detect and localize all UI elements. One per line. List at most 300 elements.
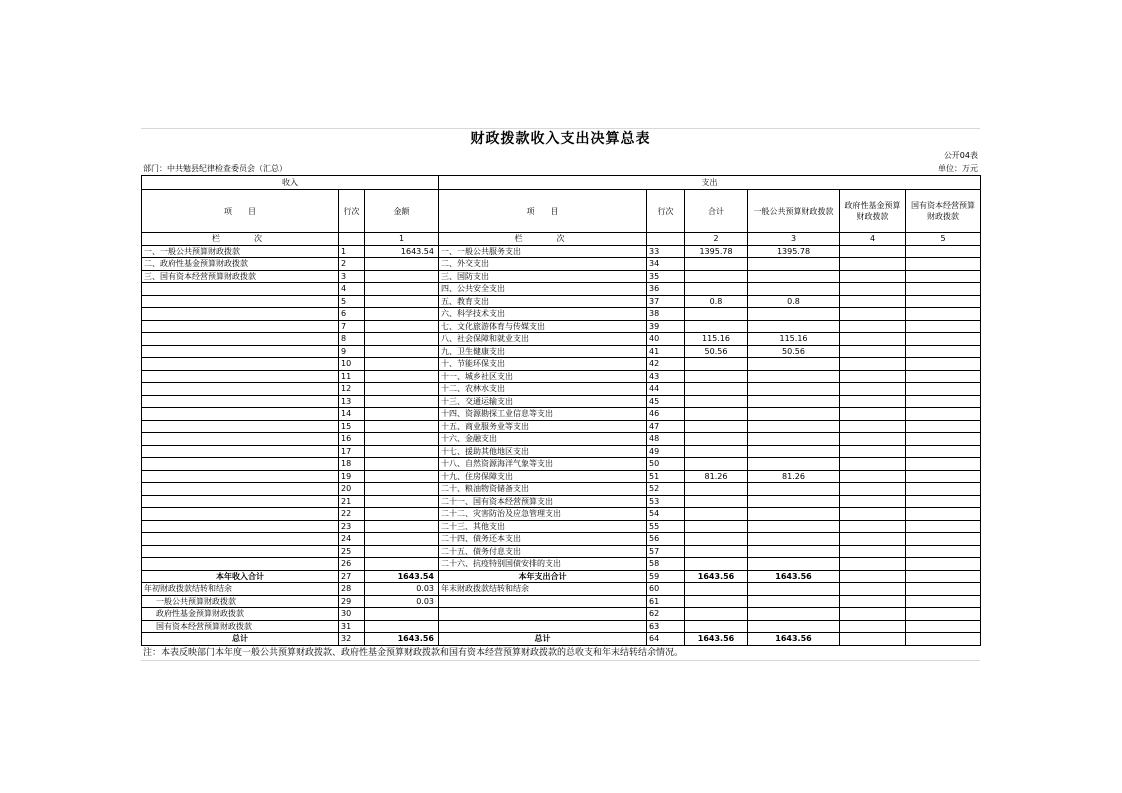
income-amount [365, 320, 439, 333]
expense-item: 二十二、灾害防治及应急管理支出 [439, 508, 647, 521]
income-item [142, 295, 339, 308]
income-amount [365, 483, 439, 496]
table-row [142, 508, 981, 521]
expense-line-no: 62 [647, 608, 685, 621]
expense-gov-fund [840, 245, 906, 258]
expense-total [685, 358, 748, 371]
expense-total: 1395.78 [685, 245, 748, 258]
expense-line-no: 63 [647, 620, 685, 633]
expense-gov-fund [840, 345, 906, 358]
income-item [142, 533, 339, 546]
expense-total [685, 508, 748, 521]
expense-total [685, 420, 748, 433]
income-amount [365, 458, 439, 471]
income-line-no: 9 [339, 345, 365, 358]
expense-item: 十八、自然资源海洋气象等支出 [439, 458, 647, 471]
income-item: 年初财政拨款结转和结余 [142, 583, 339, 596]
income-amount [365, 620, 439, 633]
expense-line-no: 56 [647, 533, 685, 546]
income-amount [365, 345, 439, 358]
table-row [142, 258, 981, 271]
expense-line-no: 54 [647, 508, 685, 521]
lanci-empty [339, 233, 365, 246]
table-row [142, 308, 981, 321]
expense-item [439, 595, 647, 608]
income-amount [365, 433, 439, 446]
expense-item: 年末财政拨款结转和结余 [439, 583, 647, 596]
income-line-no: 19 [339, 470, 365, 483]
expense-gov-fund [840, 420, 906, 433]
income-line-no: 13 [339, 395, 365, 408]
expense-total [685, 445, 748, 458]
expense-item: 二十五、债务付息支出 [439, 545, 647, 558]
expense-state-capital [906, 520, 981, 533]
expense-item: 二十三、其他支出 [439, 520, 647, 533]
expense-total [685, 383, 748, 396]
income-item [142, 345, 339, 358]
expense-general-budget [748, 445, 840, 458]
expense-general-budget [748, 395, 840, 408]
expense-general-budget [748, 370, 840, 383]
expense-total [685, 608, 748, 621]
income-item: 一、一般公共预算财政拨款 [142, 245, 339, 258]
expense-general-budget: 115.16 [748, 333, 840, 346]
expense-line-no: 64 [647, 633, 685, 646]
table-row [142, 270, 981, 283]
expense-line-no: 60 [647, 583, 685, 596]
expense-total [685, 483, 748, 496]
income-item: 总计 [142, 633, 339, 646]
expense-item: 二十一、国有资本经营预算支出 [439, 495, 647, 508]
expense-general-budget [748, 583, 840, 596]
income-line-no: 6 [339, 308, 365, 321]
income-line-no: 28 [339, 583, 365, 596]
income-amount [365, 333, 439, 346]
expense-state-capital [906, 358, 981, 371]
expense-gov-fund [840, 333, 906, 346]
table-row [142, 383, 981, 396]
table-row [142, 495, 981, 508]
expense-item: 十二、农林水支出 [439, 383, 647, 396]
expense-gov-fund [840, 620, 906, 633]
expense-gov-fund [840, 595, 906, 608]
expense-gov-fund [840, 370, 906, 383]
expense-state-capital [906, 395, 981, 408]
income-item: 国有资本经营预算财政拨款 [142, 620, 339, 633]
expense-general-budget [748, 383, 840, 396]
table-row [142, 445, 981, 458]
expense-total [685, 258, 748, 271]
expense-line-no: 34 [647, 258, 685, 271]
expense-item: 五、教育支出 [439, 295, 647, 308]
table-row [142, 458, 981, 471]
expense-state-capital [906, 470, 981, 483]
expense-general-budget [748, 608, 840, 621]
expense-state-capital [906, 495, 981, 508]
income-line-no: 1 [339, 245, 365, 258]
expense-total: 1643.56 [685, 633, 748, 646]
expense-total [685, 595, 748, 608]
income-item [142, 433, 339, 446]
income-item [142, 320, 339, 333]
income-amount [365, 545, 439, 558]
expense-gov-fund [840, 483, 906, 496]
table-row [142, 570, 981, 583]
expense-line-no: 51 [647, 470, 685, 483]
expense-section-header: 支出 [439, 176, 981, 190]
expense-general-budget: 0.8 [748, 295, 840, 308]
dept-row [141, 162, 980, 175]
income-item [142, 420, 339, 433]
income-line-no: 27 [339, 570, 365, 583]
expense-line-no: 38 [647, 308, 685, 321]
report-title: 财政拨款收入支出决算总表 [141, 128, 980, 149]
expense-state-capital [906, 283, 981, 296]
table-row [142, 245, 981, 258]
expense-total [685, 583, 748, 596]
expense-total: 81.26 [685, 470, 748, 483]
income-amount [365, 408, 439, 421]
income-item: 本年收入合计 [142, 570, 339, 583]
table-note: 注：本表反映部门本年度一般公共预算财政拨款、政府性基金预算财政拨款和国有资本经营预算财政拨款的总收支和年末结转结余情况。 [143, 647, 684, 658]
expense-general-budget: 1643.56 [748, 570, 840, 583]
expense-line-no: 35 [647, 270, 685, 283]
expense-total: 0.8 [685, 295, 748, 308]
expense-gov-fund [840, 508, 906, 521]
expense-total [685, 370, 748, 383]
expense-total [685, 320, 748, 333]
expense-state-capital [906, 570, 981, 583]
expense-general-budget [748, 483, 840, 496]
income-amount: 0.03 [365, 583, 439, 596]
income-amount [365, 370, 439, 383]
gov-fund-header: 政府性基金预算财政拨款 [840, 190, 906, 233]
lanci-c1: 1 [365, 233, 439, 246]
expense-item: 本年支出合计 [439, 570, 647, 583]
expense-item: 八、社会保障和就业支出 [439, 333, 647, 346]
expense-total [685, 433, 748, 446]
income-amount: 0.03 [365, 595, 439, 608]
expense-total [685, 395, 748, 408]
expense-item: 十五、商业服务业等支出 [439, 420, 647, 433]
income-amount-header: 金额 [365, 190, 439, 233]
expense-state-capital [906, 308, 981, 321]
expense-state-capital [906, 583, 981, 596]
expense-total [685, 558, 748, 571]
expense-line-no: 46 [647, 408, 685, 421]
expense-state-capital [906, 545, 981, 558]
expense-gov-fund [840, 433, 906, 446]
report-sheet [141, 128, 980, 671]
expense-item: 十三、交通运输支出 [439, 395, 647, 408]
expense-gov-fund [840, 470, 906, 483]
expense-line-no: 61 [647, 595, 685, 608]
expense-general-budget [748, 420, 840, 433]
report-table [141, 175, 981, 646]
income-line-no: 17 [339, 445, 365, 458]
income-amount [365, 495, 439, 508]
income-amount [365, 558, 439, 571]
expense-general-budget [748, 308, 840, 321]
expense-item: 二十四、债务还本支出 [439, 533, 647, 546]
expense-gov-fund [840, 395, 906, 408]
expense-total [685, 458, 748, 471]
expense-item: 九、卫生健康支出 [439, 345, 647, 358]
lanci-c3: 3 [748, 233, 840, 246]
expense-state-capital [906, 433, 981, 446]
income-line-no: 2 [339, 258, 365, 271]
expense-total [685, 620, 748, 633]
expense-general-budget [748, 258, 840, 271]
table-row [142, 533, 981, 546]
table-row [142, 333, 981, 346]
expense-item-header: 项 目 [439, 190, 647, 233]
table-row [142, 295, 981, 308]
table-row [142, 283, 981, 296]
expense-gov-fund [840, 495, 906, 508]
income-amount: 1643.56 [365, 633, 439, 646]
income-line-no: 31 [339, 620, 365, 633]
table-row [142, 320, 981, 333]
expense-gov-fund [840, 383, 906, 396]
expense-total [685, 520, 748, 533]
form-code-row [141, 149, 980, 162]
income-item: 二、政府性基金预算财政拨款 [142, 258, 339, 271]
income-line-no: 26 [339, 558, 365, 571]
income-item [142, 558, 339, 571]
income-item: 政府性基金预算财政拨款 [142, 608, 339, 621]
table-row [142, 620, 981, 633]
lanci-label-expense: 栏 次 [439, 233, 647, 246]
income-item [142, 408, 339, 421]
expense-line-no: 45 [647, 395, 685, 408]
state-capital-header: 国有资本经营预算财政拨款 [906, 190, 981, 233]
expense-state-capital [906, 458, 981, 471]
expense-gov-fund [840, 633, 906, 646]
expense-gov-fund [840, 520, 906, 533]
income-line-no: 12 [339, 383, 365, 396]
expense-general-budget [748, 358, 840, 371]
expense-state-capital [906, 508, 981, 521]
expense-line-no: 47 [647, 420, 685, 433]
income-item [142, 470, 339, 483]
income-amount [365, 270, 439, 283]
expense-state-capital [906, 483, 981, 496]
expense-total [685, 308, 748, 321]
expense-line-no: 57 [647, 545, 685, 558]
income-item [142, 495, 339, 508]
expense-line-no: 58 [647, 558, 685, 571]
lanci-empty [647, 233, 685, 246]
expense-state-capital [906, 558, 981, 571]
expense-line-no: 44 [647, 383, 685, 396]
income-amount [365, 383, 439, 396]
expense-general-budget [748, 508, 840, 521]
income-section-header: 收入 [142, 176, 439, 190]
expense-line-no: 41 [647, 345, 685, 358]
expense-gov-fund [840, 308, 906, 321]
expense-state-capital [906, 595, 981, 608]
expense-gov-fund [840, 408, 906, 421]
expense-item: 十、节能环保支出 [439, 358, 647, 371]
expense-gov-fund [840, 570, 906, 583]
expense-general-budget [748, 520, 840, 533]
income-item [142, 370, 339, 383]
expense-general-budget [748, 495, 840, 508]
expense-line-no: 43 [647, 370, 685, 383]
expense-general-budget [748, 558, 840, 571]
expense-state-capital [906, 320, 981, 333]
general-budget-header: 一般公共预算财政拨款 [748, 190, 840, 233]
income-item [142, 283, 339, 296]
income-amount [365, 520, 439, 533]
income-item: 三、国有资本经营预算财政拨款 [142, 270, 339, 283]
expense-item: 十七、援助其他地区支出 [439, 445, 647, 458]
income-item-header: 项 目 [142, 190, 339, 233]
lanci-label-income: 栏 次 [142, 233, 339, 246]
income-line-no: 15 [339, 420, 365, 433]
expense-general-budget [748, 320, 840, 333]
expense-total-header: 合计 [685, 190, 748, 233]
expense-state-capital [906, 408, 981, 421]
income-amount [365, 358, 439, 371]
expense-gov-fund [840, 320, 906, 333]
income-item [142, 445, 339, 458]
table-row [142, 420, 981, 433]
expense-total [685, 533, 748, 546]
expense-general-budget [748, 283, 840, 296]
income-item [142, 458, 339, 471]
expense-item: 一、一般公共服务支出 [439, 245, 647, 258]
expense-total [685, 283, 748, 296]
expense-general-budget [748, 433, 840, 446]
expense-line-no: 59 [647, 570, 685, 583]
expense-general-budget [748, 620, 840, 633]
expense-state-capital [906, 633, 981, 646]
income-amount [365, 508, 439, 521]
income-amount [365, 258, 439, 271]
expense-item: 二十、粮油物资储备支出 [439, 483, 647, 496]
table-row [142, 520, 981, 533]
income-line-no: 11 [339, 370, 365, 383]
expense-state-capital [906, 270, 981, 283]
expense-state-capital [906, 445, 981, 458]
expense-gov-fund [840, 358, 906, 371]
expense-general-budget: 81.26 [748, 470, 840, 483]
table-row [142, 583, 981, 596]
expense-gov-fund [840, 608, 906, 621]
expense-line-no: 42 [647, 358, 685, 371]
expense-item: 二、外交支出 [439, 258, 647, 271]
section-header-row [142, 176, 981, 190]
income-line-no: 29 [339, 595, 365, 608]
income-line-no-header: 行次 [339, 190, 365, 233]
expense-line-no: 50 [647, 458, 685, 471]
income-line-no: 18 [339, 458, 365, 471]
expense-item [439, 620, 647, 633]
income-amount [365, 533, 439, 546]
expense-item: 十四、资源勘探工业信息等支出 [439, 408, 647, 421]
table-row [142, 470, 981, 483]
expense-item: 六、科学技术支出 [439, 308, 647, 321]
expense-line-no: 55 [647, 520, 685, 533]
income-item [142, 333, 339, 346]
income-amount [365, 295, 439, 308]
table-row [142, 345, 981, 358]
expense-state-capital [906, 295, 981, 308]
unit-label: 单位：万元 [938, 164, 978, 173]
lanci-c5: 5 [906, 233, 981, 246]
income-line-no: 20 [339, 483, 365, 496]
table-row [142, 483, 981, 496]
expense-general-budget [748, 545, 840, 558]
income-amount [365, 308, 439, 321]
income-line-no: 32 [339, 633, 365, 646]
income-item [142, 545, 339, 558]
expense-gov-fund [840, 558, 906, 571]
expense-general-budget [748, 533, 840, 546]
expense-general-budget [748, 270, 840, 283]
expense-line-no: 40 [647, 333, 685, 346]
income-amount [365, 283, 439, 296]
lanci-c4: 4 [840, 233, 906, 246]
expense-gov-fund [840, 283, 906, 296]
expense-general-budget [748, 595, 840, 608]
table-row [142, 408, 981, 421]
table-row [142, 558, 981, 571]
income-amount: 1643.54 [365, 245, 439, 258]
table-row [142, 633, 981, 646]
income-amount [365, 395, 439, 408]
expense-state-capital [906, 620, 981, 633]
income-amount [365, 445, 439, 458]
income-line-no: 24 [339, 533, 365, 546]
income-item [142, 383, 339, 396]
expense-gov-fund [840, 545, 906, 558]
income-item [142, 508, 339, 521]
expense-line-no: 33 [647, 245, 685, 258]
income-line-no: 10 [339, 358, 365, 371]
income-line-no: 4 [339, 283, 365, 296]
income-item [142, 395, 339, 408]
expense-state-capital [906, 245, 981, 258]
expense-item: 十六、金融支出 [439, 433, 647, 446]
income-amount [365, 420, 439, 433]
expense-item: 总计 [439, 633, 647, 646]
table-row [142, 433, 981, 446]
expense-state-capital [906, 370, 981, 383]
expense-gov-fund [840, 270, 906, 283]
form-code: 公开04表 [943, 151, 978, 160]
column-header-row [142, 190, 981, 233]
expense-gov-fund [840, 458, 906, 471]
expense-gov-fund [840, 258, 906, 271]
income-line-no: 5 [339, 295, 365, 308]
expense-general-budget: 1395.78 [748, 245, 840, 258]
income-line-no: 7 [339, 320, 365, 333]
income-amount [365, 608, 439, 621]
expense-state-capital [906, 383, 981, 396]
expense-state-capital [906, 345, 981, 358]
income-line-no: 25 [339, 545, 365, 558]
expense-item: 四、公共安全支出 [439, 283, 647, 296]
expense-item: 十一、城乡社区支出 [439, 370, 647, 383]
expense-state-capital [906, 333, 981, 346]
lanci-row [142, 233, 981, 246]
income-item [142, 308, 339, 321]
sheet-tail [141, 660, 980, 671]
expense-general-budget [748, 458, 840, 471]
